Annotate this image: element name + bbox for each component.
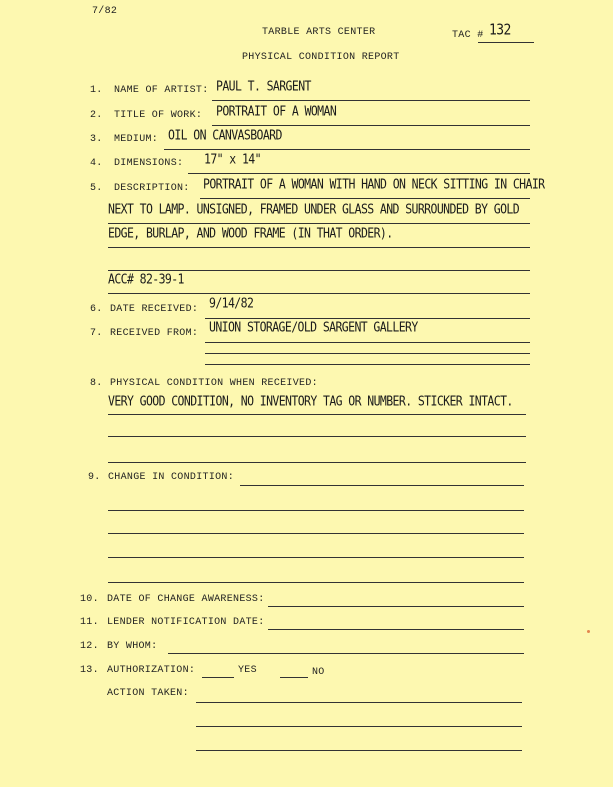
action-line-2[interactable] (196, 726, 522, 727)
accession-rule (108, 293, 530, 294)
medium-value[interactable]: OIL ON CANVASBOARD (168, 126, 282, 143)
change-line-3[interactable] (108, 557, 524, 558)
report-title: PHYSICAL CONDITION REPORT (242, 52, 400, 63)
medium-label: MEDIUM: (114, 134, 159, 145)
field-num-12: 12. (80, 641, 99, 652)
field-num-10: 10. (80, 594, 99, 605)
artist-label: NAME OF ARTIST: (114, 85, 209, 96)
description-line-3[interactable]: EDGE, BURLAP, AND WOOD FRAME (IN THAT ORDER). (108, 224, 393, 241)
field-num-5: 5. (90, 183, 103, 194)
condition-rule-2 (108, 436, 526, 437)
dimensions-line (188, 173, 530, 174)
change-label: CHANGE IN CONDITION: (108, 472, 235, 483)
title-value[interactable]: PORTRAIT OF A WOMAN (216, 102, 337, 119)
action-taken-label: ACTION TAKEN: (107, 688, 189, 699)
date-received-label: DATE RECEIVED: (110, 304, 199, 315)
description-line-2[interactable]: NEXT TO LAMP. UNSIGNED, FRAMED UNDER GLASS AND SURROUNDED BY GOLD (108, 200, 520, 217)
tac-number[interactable]: 132 (489, 21, 511, 39)
field-num-13: 13. (80, 665, 99, 676)
description-line-1[interactable]: PORTRAIT OF A WOMAN WITH HAND ON NECK SITTING IN CHAIR (203, 175, 545, 192)
org-name: TARBLE ARTS CENTER (262, 27, 376, 38)
by-whom-line[interactable] (168, 653, 524, 654)
authorization-no-blank[interactable] (280, 677, 308, 678)
medium-line (164, 149, 530, 150)
action-line-1[interactable] (196, 702, 522, 703)
change-line-2[interactable] (108, 533, 524, 534)
condition-rule-3 (108, 462, 526, 463)
received-from-line-3 (205, 364, 530, 365)
description-rule-3 (108, 247, 530, 248)
field-num-6: 6. (90, 304, 103, 315)
condition-value[interactable]: VERY GOOD CONDITION, NO INVENTORY TAG OR NUMBER. STICKER INTACT. (108, 392, 513, 409)
artist-line (212, 100, 530, 101)
field-num-7: 7. (90, 328, 103, 339)
change-line-0[interactable] (240, 485, 524, 486)
change-line-1[interactable] (108, 510, 524, 511)
description-rule-1 (200, 198, 530, 199)
condition-rule-1 (108, 414, 526, 415)
condition-label: PHYSICAL CONDITION WHEN RECEIVED: (110, 378, 318, 389)
dimensions-value[interactable]: 17" x 14" (204, 150, 261, 167)
change-date-label: DATE OF CHANGE AWARENESS: (107, 594, 265, 605)
dimensions-label: DIMENSIONS: (114, 158, 184, 169)
description-label: DESCRIPTION: (114, 183, 190, 194)
authorization-yes-label: YES (238, 665, 257, 676)
artist-value[interactable]: PAUL T. SARGENT (216, 77, 311, 94)
title-line (212, 125, 530, 126)
stain-mark (587, 630, 590, 633)
tac-label: TAC # (452, 30, 484, 41)
accession-number[interactable]: ACC# 82-39-1 (108, 270, 184, 287)
action-line-3[interactable] (196, 750, 522, 751)
change-date-line[interactable] (268, 606, 524, 607)
title-label: TITLE OF WORK: (114, 110, 203, 121)
field-num-3: 3. (90, 134, 103, 145)
received-from-line-1 (205, 342, 530, 343)
tac-line (478, 42, 534, 43)
description-rule-2 (108, 223, 530, 224)
field-num-1: 1. (90, 85, 103, 96)
lender-date-label: LENDER NOTIFICATION DATE: (107, 617, 265, 628)
corner-date: 7/82 (92, 6, 118, 17)
lender-date-line[interactable] (268, 629, 524, 630)
by-whom-label: BY WHOM: (107, 641, 158, 652)
field-num-8: 8. (90, 378, 103, 389)
field-num-11: 11. (80, 617, 99, 628)
change-line-4[interactable] (108, 582, 524, 583)
received-from-value[interactable]: UNION STORAGE/OLD SARGENT GALLERY (209, 318, 418, 335)
authorization-label: AUTHORIZATION: (107, 665, 196, 676)
field-num-4: 4. (90, 158, 103, 169)
received-from-line-2 (205, 353, 530, 354)
field-num-9: 9. (88, 472, 101, 483)
authorization-yes-blank[interactable] (202, 677, 234, 678)
authorization-no-label: NO (312, 667, 325, 678)
field-num-2: 2. (90, 110, 103, 121)
date-received-value[interactable]: 9/14/82 (209, 294, 254, 311)
received-from-label: RECEIVED FROM: (110, 328, 199, 339)
